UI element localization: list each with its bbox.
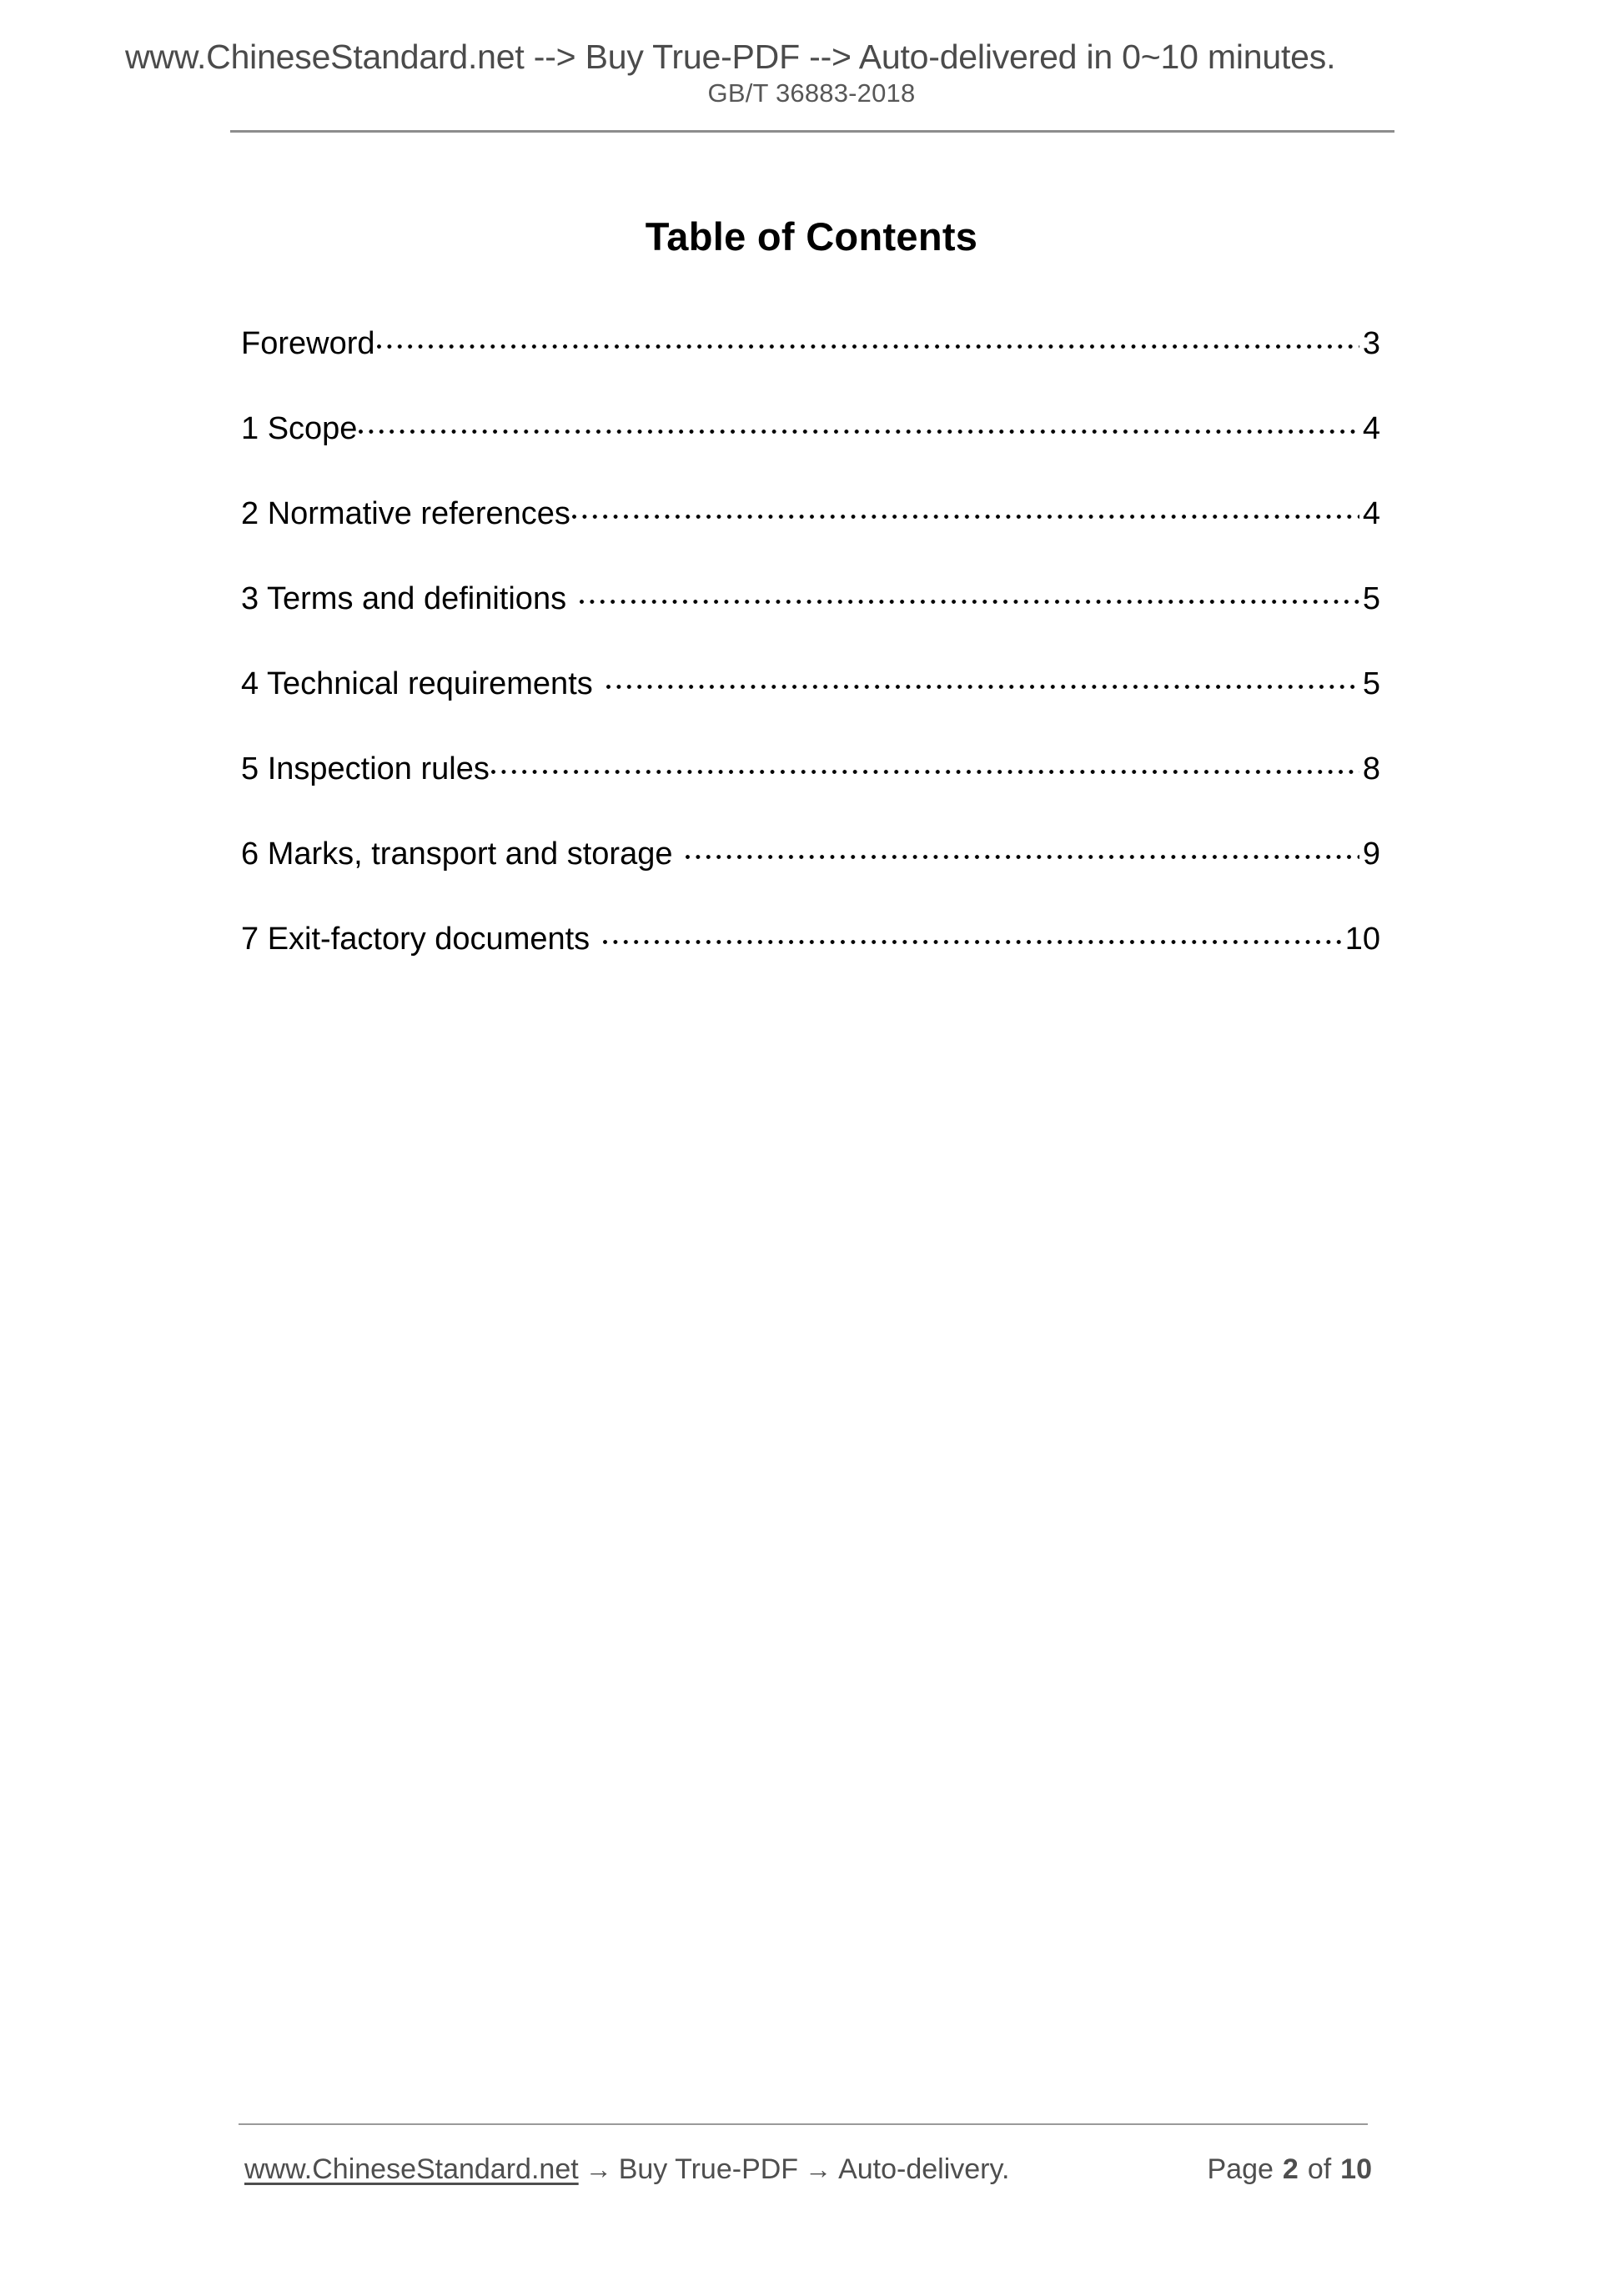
toc-entry-page: 5 xyxy=(1362,666,1380,701)
arrow-right-icon-2: → xyxy=(805,2154,832,2184)
toc-entry[interactable] xyxy=(241,665,1380,750)
toc-entry-page: 4 xyxy=(1362,496,1380,531)
toc-entry-label: 7 Exit-factory documents xyxy=(241,922,590,957)
toc-dot-leader xyxy=(595,666,1359,694)
arrow-right-icon-1: → xyxy=(585,2154,612,2184)
toc-dot-leader xyxy=(568,580,1359,609)
toc-entry[interactable] xyxy=(241,495,1380,580)
toc-dot-leader xyxy=(359,410,1359,439)
toc-entry[interactable] xyxy=(241,580,1380,665)
toc-dot-leader xyxy=(674,836,1359,864)
toc-entry-label: 1 Scope xyxy=(241,411,358,446)
page-label: Page xyxy=(1207,2153,1274,2185)
page-of-label: of xyxy=(1307,2153,1332,2185)
toc-entry[interactable] xyxy=(241,324,1380,409)
toc-entry-label: 4 Technical requirements xyxy=(241,666,593,701)
toc-dot-leader xyxy=(377,325,1359,354)
toc-entry-page: 9 xyxy=(1362,837,1380,872)
page-indicator xyxy=(1207,2155,1379,2183)
toc-entry-page: 3 xyxy=(1362,326,1380,361)
page-number: 2 xyxy=(1282,2153,1299,2185)
table-of-contents xyxy=(241,324,1380,1005)
toc-entry[interactable] xyxy=(241,750,1380,835)
page-total: 10 xyxy=(1340,2153,1372,2185)
toc-dot-leader xyxy=(491,751,1359,779)
page-title: Table of Contents xyxy=(645,214,978,259)
page-footer xyxy=(244,2155,1379,2183)
toc-entry-page: 8 xyxy=(1362,751,1380,786)
toc-entry-label: 6 Marks, transport and storage xyxy=(241,837,673,872)
footer-segment-buy: Buy True-PDF xyxy=(618,2153,799,2185)
toc-entry[interactable] xyxy=(241,409,1380,495)
header-divider xyxy=(230,130,1394,133)
toc-entry-label: 2 Normative references xyxy=(241,496,570,531)
toc-entry-label: 3 Terms and definitions xyxy=(241,581,567,616)
toc-dot-leader xyxy=(572,495,1359,524)
promo-banner: www.ChineseStandard.net --> Buy True-PDF --> Auto-delivered in 0~10 minutes. xyxy=(125,38,1336,76)
toc-entry-label: Foreword xyxy=(241,326,375,361)
footer-site-link[interactable]: www.ChineseStandard.net xyxy=(244,2153,579,2185)
toc-entry[interactable] xyxy=(241,835,1380,920)
toc-entry-page: 5 xyxy=(1362,581,1380,616)
toc-entry-label: 5 Inspection rules xyxy=(241,751,490,786)
toc-entry[interactable] xyxy=(241,920,1380,1005)
footer-divider xyxy=(239,2123,1368,2125)
footer-segment-delivery: Auto-delivery. xyxy=(838,2153,1010,2185)
toc-entry-page: 4 xyxy=(1362,411,1380,446)
toc-entry-page: 10 xyxy=(1344,922,1380,957)
standard-code: GB/T 36883-2018 xyxy=(707,78,916,108)
toc-dot-leader xyxy=(591,921,1342,949)
